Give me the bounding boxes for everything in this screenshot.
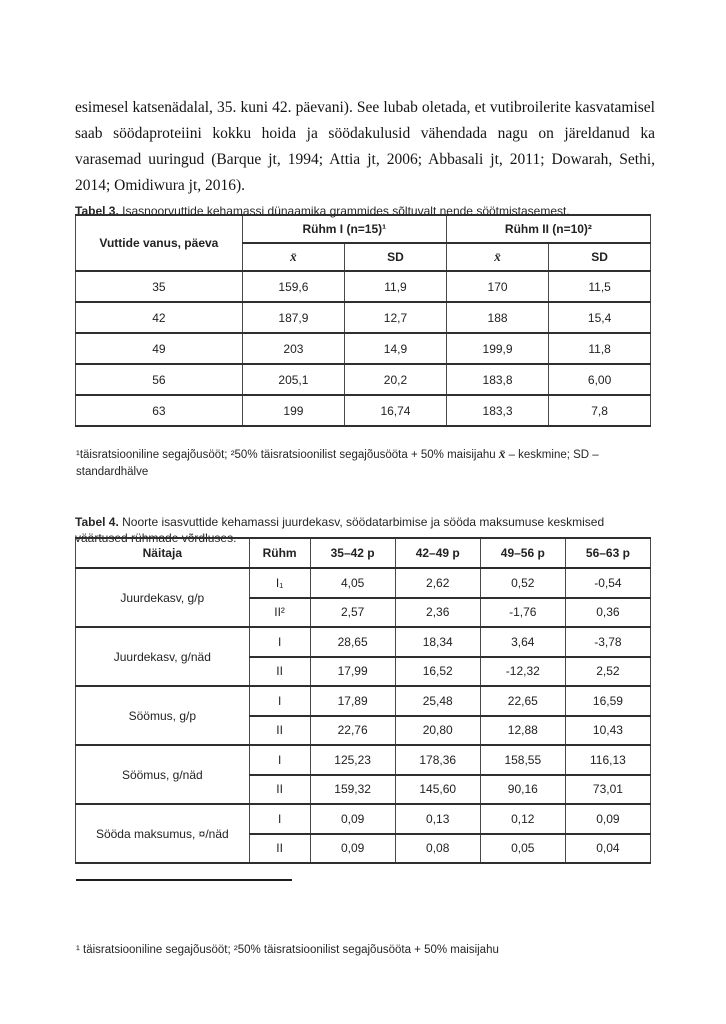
table-cell: 42 bbox=[76, 302, 243, 333]
table-row bbox=[76, 686, 651, 716]
table-cell: 2,36 bbox=[395, 598, 480, 628]
table-cell: 11,9 bbox=[345, 271, 447, 302]
table-cell: 25,48 bbox=[395, 686, 480, 716]
table3-header-sd1: SD bbox=[345, 243, 447, 271]
table3-caption-label: Tabel 3. bbox=[75, 204, 119, 218]
table-cell: 199 bbox=[242, 395, 344, 426]
table4-header-ruhm: Rühm bbox=[249, 538, 310, 568]
table-row bbox=[76, 745, 651, 775]
footnote-separator bbox=[76, 879, 292, 881]
table-cell: 0,09 bbox=[310, 834, 395, 864]
table-cell-naitaja: Juurdekasv, g/p bbox=[76, 568, 250, 627]
table-cell: 203 bbox=[242, 333, 344, 364]
table3-header-group2: Rühm II (n=10)² bbox=[446, 215, 650, 243]
table3-header-group1: Rühm I (n=15)¹ bbox=[242, 215, 446, 243]
table-cell: 17,89 bbox=[310, 686, 395, 716]
table-cell: 16,52 bbox=[395, 657, 480, 687]
table-cell: -0,54 bbox=[565, 568, 650, 598]
table-row bbox=[76, 804, 651, 834]
table-cell: 20,2 bbox=[345, 364, 447, 395]
table-cell: 183,8 bbox=[446, 364, 548, 395]
table-cell: 22,76 bbox=[310, 716, 395, 746]
table-cell-naitaja: Juurdekasv, g/näd bbox=[76, 627, 250, 686]
table-cell-ruhm: II bbox=[249, 716, 310, 746]
mean-symbol: x̄ bbox=[290, 249, 297, 264]
table-cell: 159,32 bbox=[310, 775, 395, 805]
table-cell: 16,74 bbox=[345, 395, 447, 426]
table-cell: 116,13 bbox=[565, 745, 650, 775]
table-cell: 12,7 bbox=[345, 302, 447, 333]
table-cell: 178,36 bbox=[395, 745, 480, 775]
table-cell-ruhm: II bbox=[249, 657, 310, 687]
table-cell: -1,76 bbox=[480, 598, 565, 628]
table-row bbox=[76, 271, 651, 302]
table-cell: 14,9 bbox=[345, 333, 447, 364]
table4-header-naitaja: Näitaja bbox=[76, 538, 250, 568]
table-cell: 11,5 bbox=[549, 271, 651, 302]
table-cell: 20,80 bbox=[395, 716, 480, 746]
table-row bbox=[76, 395, 651, 426]
table-cell: 159,6 bbox=[242, 271, 344, 302]
table-cell: 35 bbox=[76, 271, 243, 302]
table4 bbox=[75, 537, 651, 864]
table-cell-ruhm: II² bbox=[249, 598, 310, 628]
table-row bbox=[76, 333, 651, 364]
table-cell: -12,32 bbox=[480, 657, 565, 687]
table-row bbox=[76, 568, 651, 598]
table-cell-ruhm: I bbox=[249, 804, 310, 834]
table-cell: 3,64 bbox=[480, 627, 565, 657]
table-cell-naitaja: Söömus, g/p bbox=[76, 686, 250, 745]
table-cell: 7,8 bbox=[549, 395, 651, 426]
table-cell: 0,13 bbox=[395, 804, 480, 834]
table-cell: 2,57 bbox=[310, 598, 395, 628]
table-cell: 10,43 bbox=[565, 716, 650, 746]
table-row bbox=[76, 302, 651, 333]
table-cell: 0,08 bbox=[395, 834, 480, 864]
table-cell: 205,1 bbox=[242, 364, 344, 395]
table-cell: 158,55 bbox=[480, 745, 565, 775]
table-cell-ruhm: I bbox=[249, 627, 310, 657]
table-cell: -3,78 bbox=[565, 627, 650, 657]
table-cell: 90,16 bbox=[480, 775, 565, 805]
table3-caption-text: Isasnoorvuttide kehamassi dünaamika grammides sõltuvalt nende söötmistasemest. bbox=[118, 204, 570, 218]
table3-header-mean1 bbox=[242, 243, 344, 271]
table3 bbox=[75, 214, 651, 427]
page-footnote: ¹ täisratsiooniline segajõusööt; ²50% täisratsioonilist segajõusööta + 50% maisijahu bbox=[76, 943, 499, 956]
table4-header-p3: 49–56 p bbox=[480, 538, 565, 568]
table-cell: 0,09 bbox=[565, 804, 650, 834]
table3-header-age: Vuttide vanus, päeva bbox=[76, 215, 243, 271]
table-cell-naitaja: Söömus, g/näd bbox=[76, 745, 250, 804]
table4-caption-label: Tabel 4. bbox=[75, 515, 119, 529]
table-cell: 145,60 bbox=[395, 775, 480, 805]
table4-header-p4: 56–63 p bbox=[565, 538, 650, 568]
table-cell: 188 bbox=[446, 302, 548, 333]
mean-symbol: x̄ bbox=[494, 249, 501, 264]
table-cell: 15,4 bbox=[549, 302, 651, 333]
table4-header-p1: 35–42 p bbox=[310, 538, 395, 568]
table-cell: 170 bbox=[446, 271, 548, 302]
table-cell: 18,34 bbox=[395, 627, 480, 657]
table-cell: 2,62 bbox=[395, 568, 480, 598]
table-cell-ruhm: II bbox=[249, 775, 310, 805]
table-cell: 22,65 bbox=[480, 686, 565, 716]
table-cell: 125,23 bbox=[310, 745, 395, 775]
table-cell: 12,88 bbox=[480, 716, 565, 746]
table3-footnote-post: – keskmine; SD – standardhälve bbox=[76, 448, 599, 478]
table-cell: 183,3 bbox=[446, 395, 548, 426]
table-cell: 28,65 bbox=[310, 627, 395, 657]
table-cell: 0,36 bbox=[565, 598, 650, 628]
table-cell-ruhm: I bbox=[249, 686, 310, 716]
table-cell: 2,52 bbox=[565, 657, 650, 687]
table-cell: 6,00 bbox=[549, 364, 651, 395]
table-cell: 0,04 bbox=[565, 834, 650, 864]
table3-header-sd2: SD bbox=[549, 243, 651, 271]
table-cell: 4,05 bbox=[310, 568, 395, 598]
table-cell: 0,12 bbox=[480, 804, 565, 834]
mean-symbol: x̄ bbox=[498, 445, 506, 461]
table-cell: 199,9 bbox=[446, 333, 548, 364]
table-cell: 63 bbox=[76, 395, 243, 426]
table-cell: 16,59 bbox=[565, 686, 650, 716]
table4-caption-text: Noorte isasvuttide kehamassi juurdekasv, söödatarbimise ja sööda maksumuse keskmised väärtused rühmade võrdluses. bbox=[75, 515, 605, 545]
table-cell: 0,05 bbox=[480, 834, 565, 864]
table3-footnote bbox=[76, 445, 632, 481]
table-cell: 11,8 bbox=[549, 333, 651, 364]
table-cell-naitaja: Sööda maksumus, ¤/näd bbox=[76, 804, 250, 863]
table3-footnote-pre: ¹täisratsiooniline segajõusööt; ²50% täisratsioonilist segajõusööta + 50% maisijahu bbox=[76, 448, 499, 461]
table4-header-p2: 42–49 p bbox=[395, 538, 480, 568]
table-cell: 49 bbox=[76, 333, 243, 364]
table-row bbox=[76, 627, 651, 657]
table-cell: 73,01 bbox=[565, 775, 650, 805]
table-cell: 187,9 bbox=[242, 302, 344, 333]
table3-header-mean2 bbox=[446, 243, 548, 271]
body-paragraph: esimesel katsenädalal, 35. kuni 42. päevani). See lubab oletada, et vutibroilerite kasvatamisel saab söödaproteiini kokku hoida ja söödakulusid vähendada nagu on järeldanud ka varasemad uuringud (Barque jt, 1994; Attia jt, 2006; Abbasali jt, 2011; Dowarah, Sethi, 2014; Omidiwura jt, 2016). bbox=[75, 98, 655, 194]
table-cell-ruhm: I₁ bbox=[249, 568, 310, 598]
table-row bbox=[76, 364, 651, 395]
table-cell: 0,09 bbox=[310, 804, 395, 834]
table-cell-ruhm: II bbox=[249, 834, 310, 864]
table-cell-ruhm: I bbox=[249, 745, 310, 775]
table-cell: 56 bbox=[76, 364, 243, 395]
table-cell: 17,99 bbox=[310, 657, 395, 687]
table-cell: 0,52 bbox=[480, 568, 565, 598]
